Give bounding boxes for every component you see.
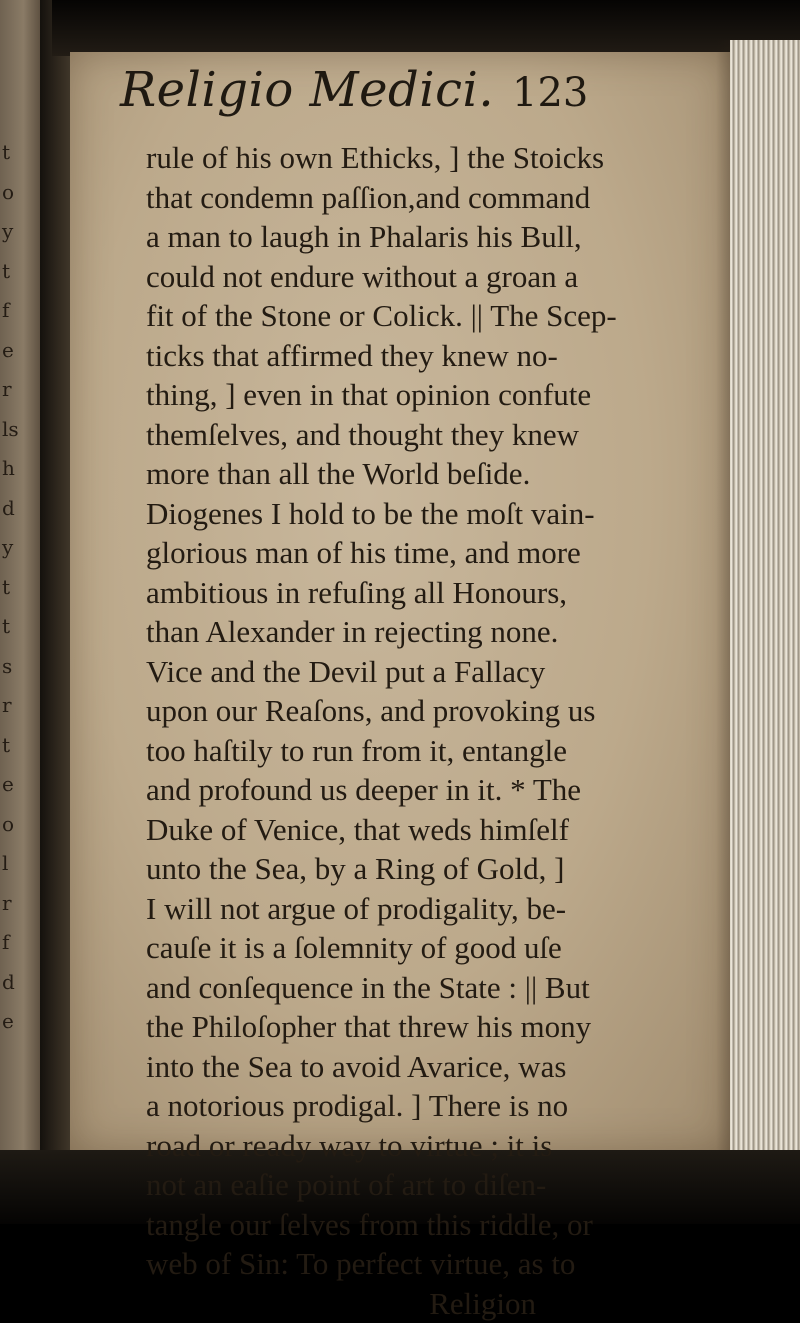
- text-line: too haſtily to run from it, entangle: [146, 731, 706, 771]
- previous-page-char: e: [2, 338, 14, 362]
- previous-page-char: y: [2, 219, 13, 243]
- running-head: Religio Medici.: [120, 62, 494, 118]
- text-line: not an eaſie point of art to diſen-: [146, 1165, 706, 1205]
- previous-page-char: h: [2, 456, 15, 480]
- text-line: Diogenes I hold to be the moſt vain-: [146, 494, 706, 534]
- previous-page-char: t: [2, 575, 10, 599]
- text-line: cauſe it is a ſolemnity of good uſe: [146, 928, 706, 968]
- previous-page-char: t: [2, 259, 10, 283]
- text-line: web of Sin: To perfect virtue, as to: [146, 1244, 706, 1284]
- text-line: fit of the Stone or Colick. || The Scep-: [146, 296, 706, 336]
- previous-page-char: r: [2, 693, 12, 717]
- text-line: could not endure without a groan a: [146, 257, 706, 297]
- text-line: themſelves, and thought they knew: [146, 415, 706, 455]
- text-line: and profound us deeper in it. * The: [146, 770, 706, 810]
- previous-page-char: d: [2, 970, 15, 994]
- text-line: Duke of Venice, that weds himſelf: [146, 810, 706, 850]
- text-line: road or ready way to virtue ; it is: [146, 1126, 706, 1166]
- previous-page-char: y: [2, 535, 13, 559]
- body-text: [146, 138, 706, 1323]
- text-line: glorious man of his time, and more: [146, 533, 706, 573]
- text-line: unto the Sea, by a Ring of Gold, ]: [146, 849, 706, 889]
- text-line: than Alexander in rejecting none.: [146, 612, 706, 652]
- previous-page-char: f: [2, 930, 9, 954]
- previous-page-char: t: [2, 614, 10, 638]
- text-line: into the Sea to avoid Avarice, was: [146, 1047, 706, 1087]
- previous-page-char: s: [2, 654, 12, 678]
- previous-page-char: e: [2, 772, 14, 796]
- text-line: ticks that affirmed they knew no-: [146, 336, 706, 376]
- catchword: Religion: [146, 1284, 706, 1323]
- previous-page-char: t: [2, 140, 10, 164]
- text-line: the Philoſopher that threw his mony: [146, 1007, 706, 1047]
- previous-page-char: ls: [2, 417, 19, 441]
- text-line: more than all the World beſide.: [146, 454, 706, 494]
- fore-edge-pages: [730, 40, 800, 1160]
- previous-page-char: o: [2, 812, 14, 836]
- text-line: rule of his own Ethicks, ] the Stoicks: [146, 138, 706, 178]
- previous-page-char: r: [2, 377, 12, 401]
- text-line: tangle our ſelves from this riddle, or: [146, 1205, 706, 1245]
- previous-page-char: l: [2, 851, 8, 875]
- top-shadow: [52, 0, 800, 56]
- previous-page-char: o: [2, 180, 14, 204]
- text-line: thing, ] even in that opinion confute: [146, 375, 706, 415]
- previous-page-char: t: [2, 733, 10, 757]
- previous-page-char: e: [2, 1009, 14, 1033]
- page-number: 123: [512, 70, 588, 116]
- text-line: ambitious in refuſing all Honours,: [146, 573, 706, 613]
- text-line: and conſequence in the State : || But: [146, 968, 706, 1008]
- text-line: Vice and the Devil put a Fallacy: [146, 652, 706, 692]
- previous-page-char: d: [2, 496, 15, 520]
- previous-page-char: f: [2, 298, 9, 322]
- text-line: a man to laugh in Phalaris his Bull,: [146, 217, 706, 257]
- text-line: that condemn paſſion,and command: [146, 178, 706, 218]
- text-line: a notorious prodigal. ] There is no: [146, 1086, 706, 1126]
- previous-page-char: r: [2, 891, 12, 915]
- text-line: upon our Reaſons, and provoking us: [146, 691, 706, 731]
- text-line: I will not argue of prodigality, be-: [146, 889, 706, 929]
